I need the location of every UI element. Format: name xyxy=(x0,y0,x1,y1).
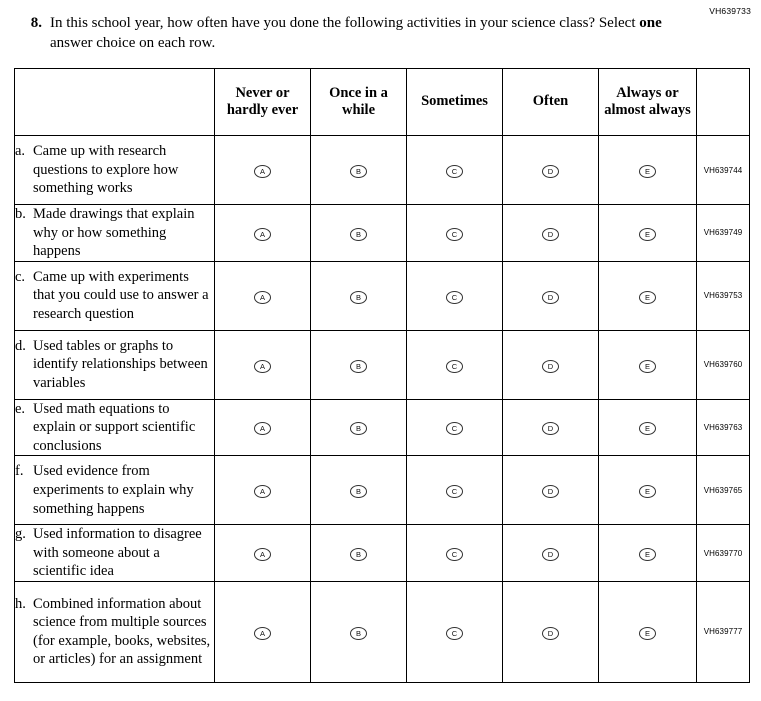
radio-a-sometimes[interactable] xyxy=(407,136,503,205)
radio-b-once[interactable] xyxy=(311,205,407,262)
question-text-emphasis: one xyxy=(639,15,662,31)
row-stem-f xyxy=(15,456,215,525)
row-label-c: Came up with experiments that you could use to answer a research question xyxy=(33,268,209,322)
matrix-header-row xyxy=(15,69,750,136)
row-letter-d: d. xyxy=(15,337,26,354)
table-row xyxy=(15,399,750,456)
bubble-letter[interactable]: B xyxy=(350,291,367,304)
radio-h-often[interactable] xyxy=(503,581,599,682)
table-row xyxy=(15,456,750,525)
bubble-letter[interactable]: D xyxy=(542,548,559,561)
bubble-letter[interactable]: C xyxy=(446,627,463,640)
question-text-part2: answer choice on each row. xyxy=(50,34,216,51)
bubble-letter[interactable]: E xyxy=(639,165,656,178)
header-sometimes: Sometimes xyxy=(407,69,503,136)
bubble-letter[interactable]: D xyxy=(542,291,559,304)
bubble-letter[interactable]: A xyxy=(254,485,271,498)
table-row xyxy=(15,136,750,205)
bubble-letter[interactable]: B xyxy=(350,548,367,561)
radio-f-once[interactable] xyxy=(311,456,407,525)
radio-g-sometimes[interactable] xyxy=(407,525,503,582)
bubble-letter[interactable]: C xyxy=(446,228,463,241)
bubble-letter[interactable]: D xyxy=(542,627,559,640)
table-row xyxy=(15,581,750,682)
row-letter-h: h. xyxy=(15,595,26,612)
bubble-letter[interactable]: C xyxy=(446,548,463,561)
header-once-in-a-while: Once in a while xyxy=(311,69,407,136)
row-label-a: Came up with research questions to explore how something works xyxy=(33,143,179,197)
radio-a-often[interactable] xyxy=(503,136,599,205)
radio-f-always[interactable] xyxy=(599,456,697,525)
radio-f-never[interactable] xyxy=(215,456,311,525)
bubble-letter[interactable]: B xyxy=(350,360,367,373)
question-number: 8. xyxy=(30,15,42,31)
row-label-f: Used evidence from experiments to explain why something happens xyxy=(33,463,194,517)
radio-c-never[interactable] xyxy=(215,261,311,330)
bubble-letter[interactable]: D xyxy=(542,228,559,241)
radio-d-sometimes[interactable] xyxy=(407,330,503,399)
row-label-d: Used tables or graphs to identify relationships between variables xyxy=(33,337,208,391)
bubble-letter[interactable]: B xyxy=(350,627,367,640)
bubble-letter[interactable]: D xyxy=(542,485,559,498)
bubble-letter[interactable]: A xyxy=(254,422,271,435)
radio-g-always[interactable] xyxy=(599,525,697,582)
row-stem-d xyxy=(15,330,215,399)
row-letter-e: e. xyxy=(15,400,26,417)
bubble-letter[interactable]: C xyxy=(446,360,463,373)
bubble-letter[interactable]: D xyxy=(542,422,559,435)
table-row xyxy=(15,205,750,262)
radio-b-always[interactable] xyxy=(599,205,697,262)
radio-a-always[interactable] xyxy=(599,136,697,205)
radio-g-often[interactable] xyxy=(503,525,599,582)
row-label-g: Used information to disagree with someone about a scientific idea xyxy=(33,526,202,580)
row-id-a: VH639744 xyxy=(697,136,750,205)
table-row xyxy=(15,330,750,399)
row-id-d: VH639760 xyxy=(697,330,750,399)
page-item-id: VH639733 xyxy=(709,6,751,16)
radio-g-once[interactable] xyxy=(311,525,407,582)
bubble-letter[interactable]: A xyxy=(254,360,271,373)
radio-d-never[interactable] xyxy=(215,330,311,399)
question-prompt xyxy=(18,14,678,54)
radio-d-once[interactable] xyxy=(311,330,407,399)
table-row xyxy=(15,261,750,330)
bubble-letter[interactable]: B xyxy=(350,228,367,241)
radio-b-never[interactable] xyxy=(215,205,311,262)
header-blank-left xyxy=(15,69,215,136)
radio-c-once[interactable] xyxy=(311,261,407,330)
row-id-b: VH639749 xyxy=(697,205,750,262)
bubble-letter[interactable]: B xyxy=(350,485,367,498)
bubble-letter[interactable]: C xyxy=(446,485,463,498)
bubble-letter[interactable]: C xyxy=(446,422,463,435)
bubble-letter[interactable]: E xyxy=(639,627,656,640)
row-label-b: Made drawings that explain why or how something happens xyxy=(33,206,195,260)
radio-a-never[interactable] xyxy=(215,136,311,205)
row-stem-c xyxy=(15,261,215,330)
bubble-letter[interactable]: B xyxy=(350,422,367,435)
radio-b-sometimes[interactable] xyxy=(407,205,503,262)
row-letter-c: c. xyxy=(15,268,26,285)
bubble-letter[interactable]: D xyxy=(542,360,559,373)
row-stem-b xyxy=(15,205,215,262)
row-id-e: VH639763 xyxy=(697,399,750,456)
bubble-letter[interactable]: E xyxy=(639,422,656,435)
radio-h-always[interactable] xyxy=(599,581,697,682)
row-stem-g xyxy=(15,525,215,582)
radio-e-never[interactable] xyxy=(215,399,311,456)
radio-d-often[interactable] xyxy=(503,330,599,399)
row-id-f: VH639765 xyxy=(697,456,750,525)
radio-e-always[interactable] xyxy=(599,399,697,456)
row-id-g: VH639770 xyxy=(697,525,750,582)
bubble-letter[interactable]: E xyxy=(639,485,656,498)
header-always-or-almost-always: Always or almost always xyxy=(599,69,697,136)
header-blank-right xyxy=(697,69,750,136)
bubble-letter[interactable]: A xyxy=(254,165,271,178)
row-id-h: VH639777 xyxy=(697,581,750,682)
table-row xyxy=(15,525,750,582)
row-id-c: VH639753 xyxy=(697,261,750,330)
radio-a-once[interactable] xyxy=(311,136,407,205)
radio-h-sometimes[interactable] xyxy=(407,581,503,682)
radio-c-often[interactable] xyxy=(503,261,599,330)
response-matrix xyxy=(14,68,750,683)
row-letter-f: f. xyxy=(15,463,24,480)
bubble-letter[interactable]: E xyxy=(639,360,656,373)
header-never-or-hardly-ever: Never or hardly ever xyxy=(215,69,311,136)
radio-e-sometimes[interactable] xyxy=(407,399,503,456)
bubble-letter[interactable]: E xyxy=(639,291,656,304)
radio-e-once[interactable] xyxy=(311,399,407,456)
row-stem-a xyxy=(15,136,215,205)
bubble-letter[interactable]: E xyxy=(639,548,656,561)
radio-c-always[interactable] xyxy=(599,261,697,330)
bubble-letter[interactable]: A xyxy=(254,548,271,561)
bubble-letter[interactable]: B xyxy=(350,165,367,178)
bubble-letter[interactable]: A xyxy=(254,627,271,640)
row-stem-e xyxy=(15,399,215,456)
question-text xyxy=(50,14,678,54)
radio-b-often[interactable] xyxy=(503,205,599,262)
radio-h-never[interactable] xyxy=(215,581,311,682)
bubble-letter[interactable]: A xyxy=(254,291,271,304)
radio-e-often[interactable] xyxy=(503,399,599,456)
question-text-part1: In this school year, how often have you done the following activities in your science class? Select xyxy=(50,15,640,31)
row-letter-g: g. xyxy=(15,526,26,543)
bubble-letter[interactable]: C xyxy=(446,165,463,178)
row-label-e: Used math equations to explain or support scientific conclusions xyxy=(33,400,196,454)
bubble-letter[interactable]: E xyxy=(639,228,656,241)
row-letter-b: b. xyxy=(15,206,26,222)
radio-f-sometimes[interactable] xyxy=(407,456,503,525)
bubble-letter[interactable]: D xyxy=(542,165,559,178)
radio-g-never[interactable] xyxy=(215,525,311,582)
row-letter-a: a. xyxy=(15,143,26,160)
header-often: Often xyxy=(503,69,599,136)
row-label-h: Combined information about science from multiple sources (for example, books, websites, or articles) for an assignment xyxy=(33,595,211,668)
radio-c-sometimes[interactable] xyxy=(407,261,503,330)
bubble-letter[interactable]: C xyxy=(446,291,463,304)
bubble-letter[interactable]: A xyxy=(254,228,271,241)
radio-d-always[interactable] xyxy=(599,330,697,399)
row-stem-h xyxy=(15,581,215,682)
radio-f-often[interactable] xyxy=(503,456,599,525)
radio-h-once[interactable] xyxy=(311,581,407,682)
